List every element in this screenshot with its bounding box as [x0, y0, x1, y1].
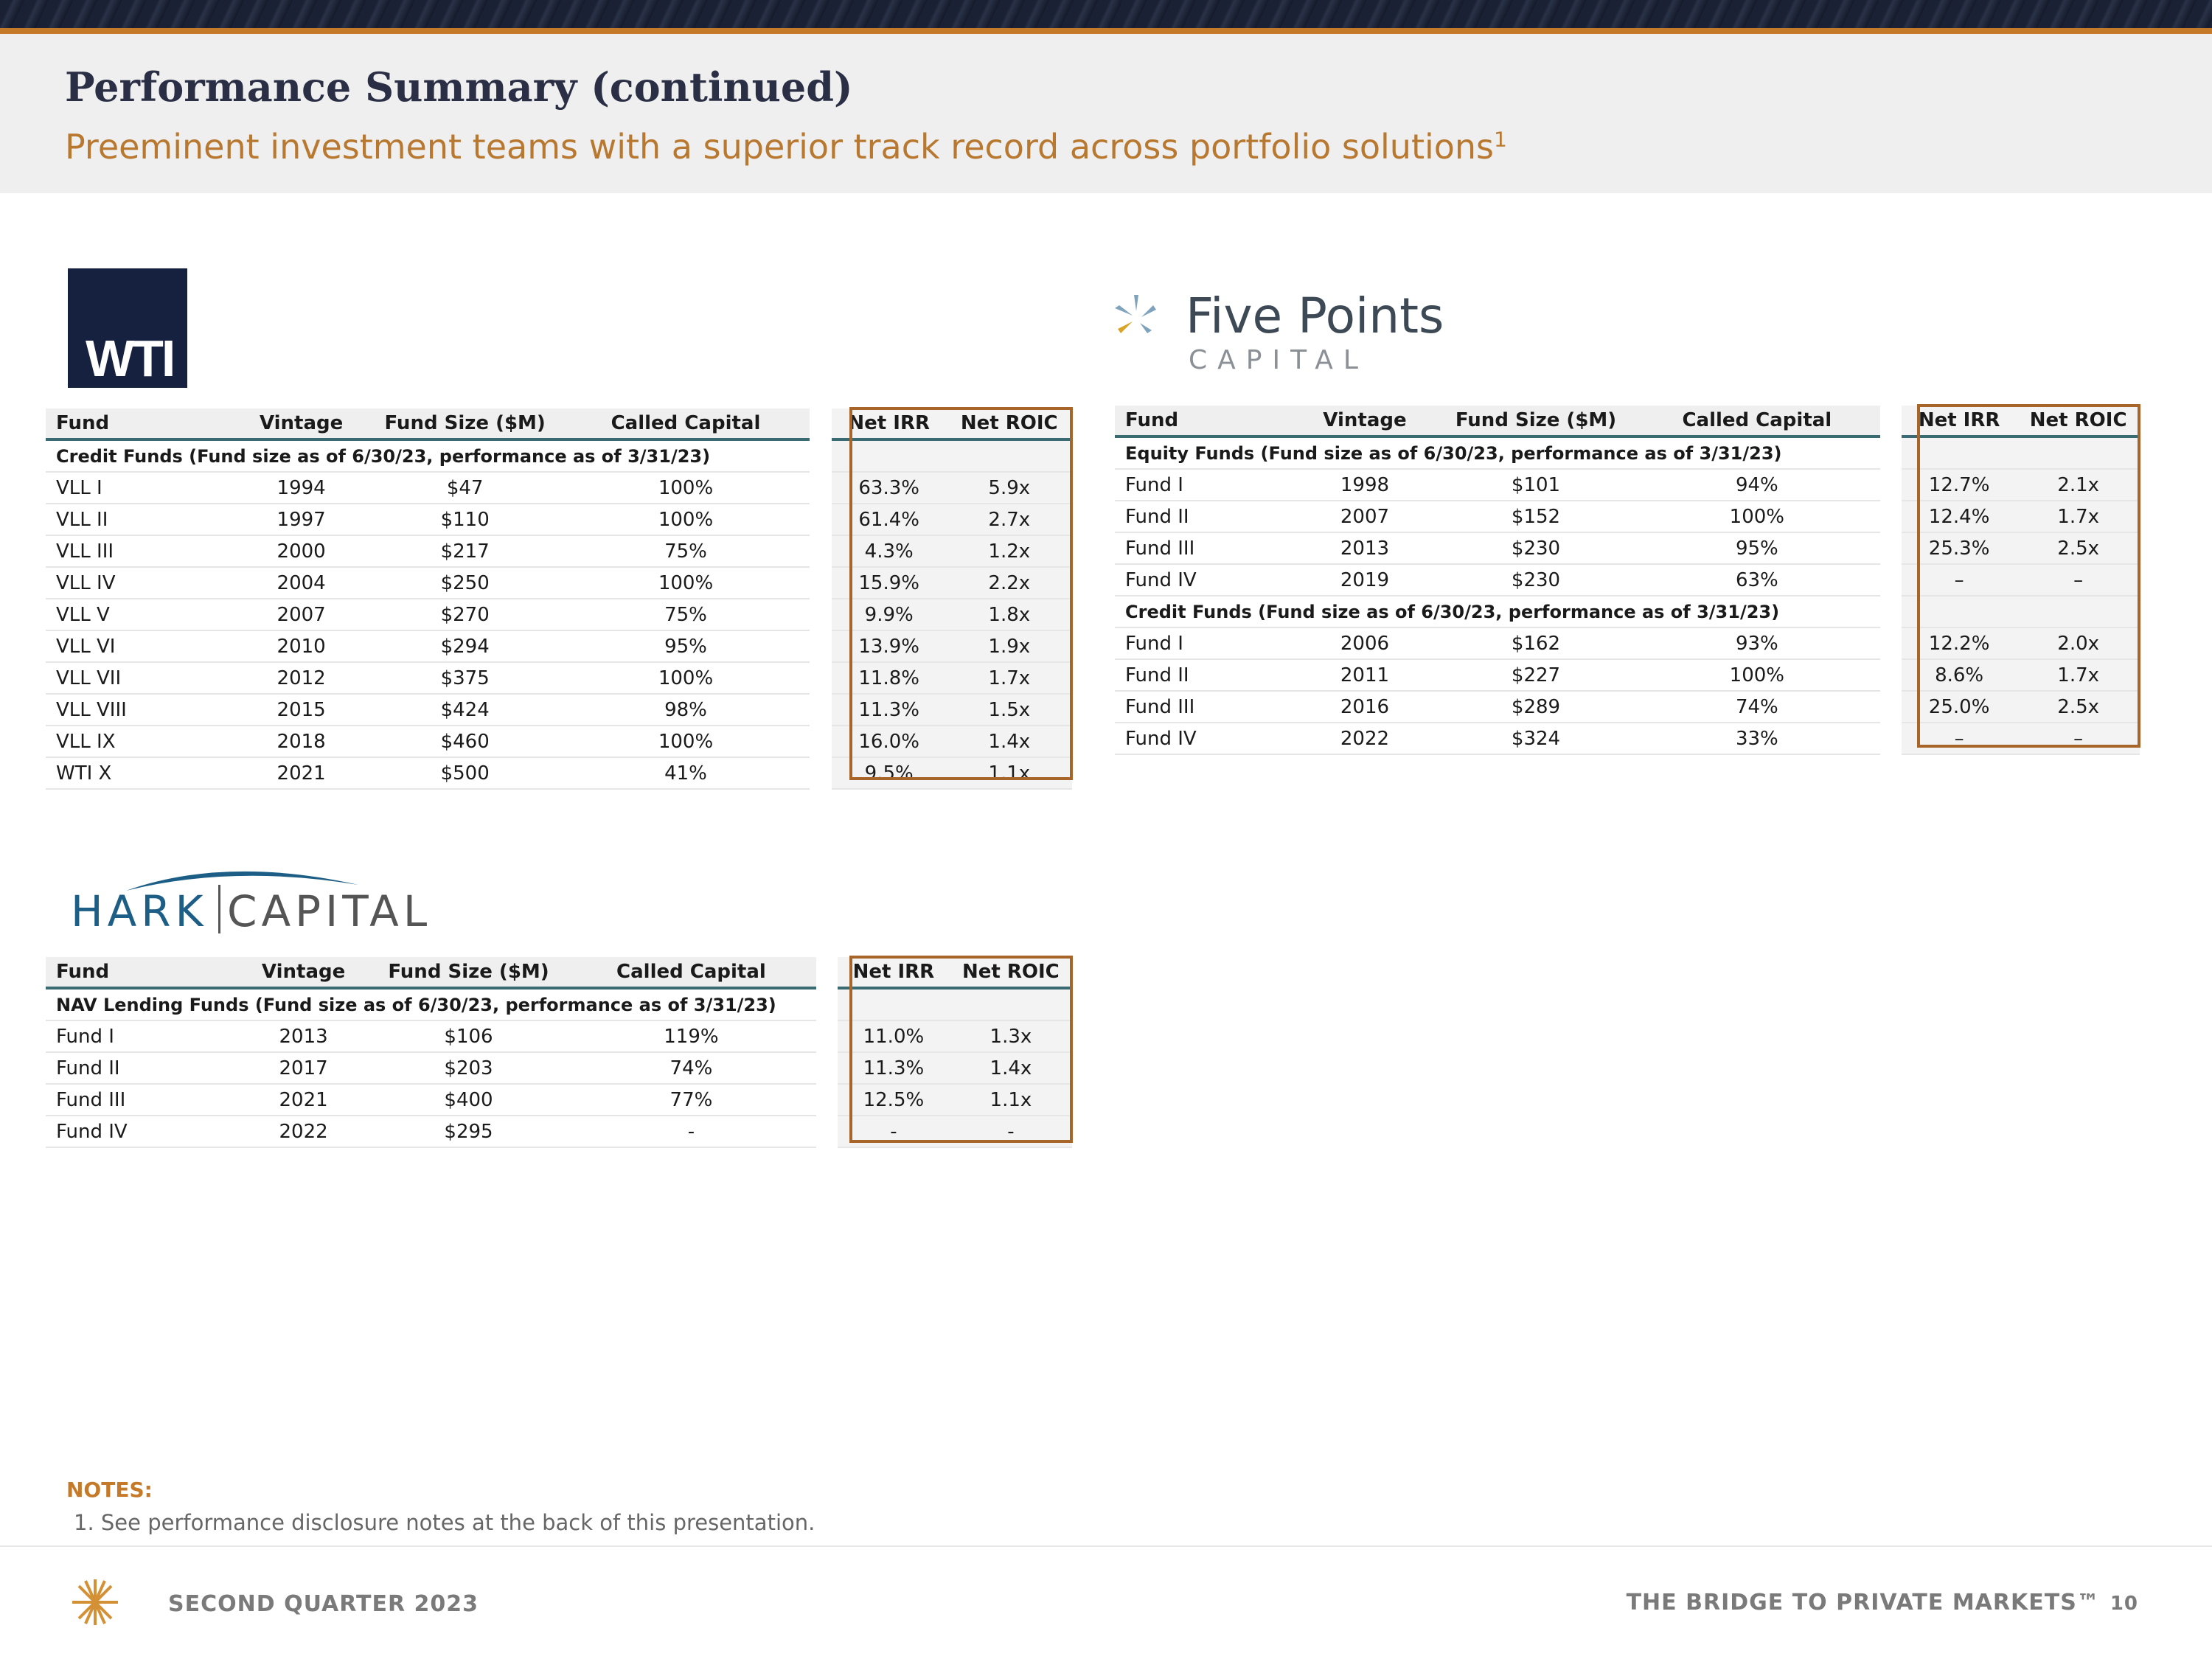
five-points-sub: CAPITAL [1189, 345, 1368, 375]
net-roic-cell: 1.4x [947, 726, 1072, 757]
vintage-cell: 2010 [234, 630, 368, 662]
col-net-irr: Net IRR [832, 408, 947, 439]
net-roic-cell: 1.5x [947, 694, 1072, 726]
net-irr-cell: 11.3% [832, 694, 947, 726]
called-capital-cell: 100% [562, 567, 810, 599]
col-vintage: Vintage [234, 408, 368, 439]
net-roic-cell: 1.9x [947, 630, 1072, 662]
table-row [1115, 532, 2140, 564]
col-net-irr: Net IRR [838, 957, 950, 988]
net-roic-cell: 1.1x [950, 1084, 1072, 1116]
net-irr-cell: 12.4% [1902, 501, 2017, 532]
called-capital-cell: 77% [566, 1084, 816, 1116]
col-vintage: Vintage [236, 957, 371, 988]
vintage-cell: 2022 [1292, 723, 1438, 754]
net-roic-cell: 2.1x [2017, 469, 2140, 501]
fund-name-cell: Fund IV [46, 1116, 236, 1147]
net-roic-cell: 1.3x [950, 1020, 1072, 1052]
hark-divider [218, 885, 220, 933]
net-irr-cell: 25.3% [1902, 532, 2017, 564]
company-emblem-icon [68, 1575, 122, 1630]
table-row [46, 1084, 1072, 1116]
vintage-cell: 2017 [236, 1052, 371, 1084]
fund-size-cell: $500 [368, 757, 562, 789]
fund-size-cell: $230 [1438, 532, 1634, 564]
section-label: NAV Lending Funds (Fund size as of 6/30/23, performance as of 3/31/23) [46, 988, 816, 1020]
fund-size-cell: $106 [371, 1020, 566, 1052]
called-capital-cell: - [566, 1116, 816, 1147]
called-capital-cell: 75% [562, 599, 810, 630]
vintage-cell: 2006 [1292, 627, 1438, 659]
fund-name-cell: VLL VIII [46, 694, 234, 726]
fund-name-cell: Fund IV [1115, 564, 1292, 596]
note-item: 1. See performance disclosure notes at the back of this presentation. [74, 1510, 815, 1535]
net-roic-cell: 2.0x [2017, 627, 2140, 659]
table-row [46, 694, 1072, 726]
table-row [46, 1052, 1072, 1084]
five-points-logo [1107, 288, 1491, 383]
page-title: Performance Summary (continued) [65, 63, 853, 111]
vintage-cell: 1994 [234, 472, 368, 504]
table-row [46, 1020, 1072, 1052]
fund-size-cell: $295 [371, 1116, 566, 1147]
net-roic-cell: 1.1x [947, 757, 1072, 789]
table-row [1115, 564, 2140, 596]
col-fund: Fund [46, 957, 236, 988]
vintage-cell: 2007 [1292, 501, 1438, 532]
called-capital-cell: 94% [1634, 469, 1880, 501]
top-banner [0, 0, 2212, 29]
section-label: Credit Funds (Fund size as of 6/30/23, performance as of 3/31/23) [1115, 596, 1880, 627]
vintage-cell: 2012 [234, 662, 368, 694]
net-irr-cell: 11.8% [832, 662, 947, 694]
fund-name-cell: Fund III [46, 1084, 236, 1116]
table-row [1115, 627, 2140, 659]
fund-name-cell: Fund IV [1115, 723, 1292, 754]
fund-size-cell: $101 [1438, 469, 1634, 501]
fund-name-cell: Fund II [1115, 501, 1292, 532]
section-row [1115, 596, 2140, 627]
net-roic-cell: 2.7x [947, 504, 1072, 535]
fund-size-cell: $250 [368, 567, 562, 599]
called-capital-cell: 98% [562, 694, 810, 726]
table-header-row [1115, 406, 2140, 437]
table-row [46, 757, 1072, 789]
net-irr-cell: 25.0% [1902, 691, 2017, 723]
net-irr-cell: 9.9% [832, 599, 947, 630]
net-irr-cell: 61.4% [832, 504, 947, 535]
table-row [46, 662, 1072, 694]
table-row [46, 535, 1072, 567]
vintage-cell: 2000 [234, 535, 368, 567]
capital-text: CAPITAL [227, 886, 432, 936]
net-irr-cell: – [1902, 564, 2017, 596]
col-called-capital: Called Capital [566, 957, 816, 988]
wti-performance-table [46, 408, 1072, 790]
net-irr-cell: 16.0% [832, 726, 947, 757]
fund-name-cell: Fund III [1115, 532, 1292, 564]
fund-size-cell: $400 [371, 1084, 566, 1116]
fund-size-cell: $152 [1438, 501, 1634, 532]
col-called-capital: Called Capital [562, 408, 810, 439]
net-irr-cell: – [1902, 723, 2017, 754]
fund-size-cell: $47 [368, 472, 562, 504]
table-row [1115, 691, 2140, 723]
called-capital-cell: 41% [562, 757, 810, 789]
called-capital-cell: 95% [1634, 532, 1880, 564]
fund-name-cell: VLL VI [46, 630, 234, 662]
vintage-cell: 2018 [234, 726, 368, 757]
net-roic-cell: – [2017, 723, 2140, 754]
net-roic-cell: 1.8x [947, 599, 1072, 630]
called-capital-cell: 100% [1634, 659, 1880, 691]
fund-name-cell: Fund III [1115, 691, 1292, 723]
table-row [46, 567, 1072, 599]
net-irr-cell: - [838, 1116, 950, 1147]
net-irr-cell: 63.3% [832, 472, 947, 504]
fund-size-cell: $162 [1438, 627, 1634, 659]
fund-name-cell: Fund I [1115, 627, 1292, 659]
net-irr-cell: 13.9% [832, 630, 947, 662]
five-points-star-icon [1107, 291, 1166, 349]
net-roic-cell: 2.2x [947, 567, 1072, 599]
vintage-cell: 2021 [236, 1084, 371, 1116]
col-fund: Fund [46, 408, 234, 439]
section-label: Equity Funds (Fund size as of 6/30/23, performance as of 3/31/23) [1115, 437, 1880, 469]
vintage-cell: 2013 [236, 1020, 371, 1052]
called-capital-cell: 100% [562, 504, 810, 535]
fund-name-cell: VLL VII [46, 662, 234, 694]
page-number: 10 [2110, 1593, 2138, 1615]
net-roic-cell: 1.7x [2017, 659, 2140, 691]
fund-size-cell: $230 [1438, 564, 1634, 596]
fund-name-cell: Fund II [1115, 659, 1292, 691]
vintage-cell: 2007 [234, 599, 368, 630]
hark-performance-table [46, 957, 1072, 1148]
called-capital-cell: 63% [1634, 564, 1880, 596]
vintage-cell: 1998 [1292, 469, 1438, 501]
net-irr-cell: 8.6% [1902, 659, 2017, 691]
footer-quarter: SECOND QUARTER 2023 [168, 1591, 479, 1617]
header-band [0, 34, 2212, 193]
col-net-roic: Net ROIC [2017, 406, 2140, 437]
net-roic-cell: 1.7x [2017, 501, 2140, 532]
fund-name-cell: VLL V [46, 599, 234, 630]
accent-line [0, 28, 2212, 34]
fund-size-cell: $270 [368, 599, 562, 630]
net-roic-cell: 1.4x [950, 1052, 1072, 1084]
footnote-marker: 1 [1494, 127, 1507, 152]
called-capital-cell: 75% [562, 535, 810, 567]
fund-name-cell: Fund I [46, 1020, 236, 1052]
col-fund-size: Fund Size ($M) [368, 408, 562, 439]
fund-size-cell: $227 [1438, 659, 1634, 691]
section-row [46, 988, 1072, 1020]
col-vintage: Vintage [1292, 406, 1438, 437]
col-net-roic: Net ROIC [947, 408, 1072, 439]
five-points-performance-table [1115, 406, 2140, 755]
net-roic-cell: – [2017, 564, 2140, 596]
fund-name-cell: VLL IV [46, 567, 234, 599]
table-row [46, 504, 1072, 535]
table-header-row [46, 957, 1072, 988]
fund-name-cell: VLL IX [46, 726, 234, 757]
net-roic-cell: 2.5x [2017, 691, 2140, 723]
called-capital-cell: 100% [1634, 501, 1880, 532]
net-irr-cell: 11.3% [838, 1052, 950, 1084]
fund-name-cell: VLL III [46, 535, 234, 567]
section-row [1115, 437, 2140, 469]
net-irr-cell: 12.5% [838, 1084, 950, 1116]
vintage-cell: 2021 [234, 757, 368, 789]
fund-name-cell: VLL I [46, 472, 234, 504]
notes-label: NOTES: [66, 1478, 153, 1502]
vintage-cell: 2016 [1292, 691, 1438, 723]
fund-size-cell: $217 [368, 535, 562, 567]
footer-divider [0, 1545, 2212, 1547]
wti-logo [68, 268, 187, 388]
vintage-cell: 2004 [234, 567, 368, 599]
col-fund: Fund [1115, 406, 1292, 437]
col-net-roic: Net ROIC [950, 957, 1072, 988]
called-capital-cell: 119% [566, 1020, 816, 1052]
fund-size-cell: $324 [1438, 723, 1634, 754]
fund-size-cell: $289 [1438, 691, 1634, 723]
fund-size-cell: $424 [368, 694, 562, 726]
called-capital-cell: 33% [1634, 723, 1880, 754]
vintage-cell: 2022 [236, 1116, 371, 1147]
fund-size-cell: $460 [368, 726, 562, 757]
net-roic-cell: - [950, 1116, 1072, 1147]
table-row [46, 630, 1072, 662]
net-roic-cell: 5.9x [947, 472, 1072, 504]
net-roic-cell: 1.2x [947, 535, 1072, 567]
vintage-cell: 2015 [234, 694, 368, 726]
net-irr-cell: 12.7% [1902, 469, 2017, 501]
table-row [46, 1116, 1072, 1147]
vintage-cell: 1997 [234, 504, 368, 535]
net-roic-cell: 2.5x [2017, 532, 2140, 564]
net-irr-cell: 15.9% [832, 567, 947, 599]
col-fund-size: Fund Size ($M) [371, 957, 566, 988]
vintage-cell: 2011 [1292, 659, 1438, 691]
fund-name-cell: VLL II [46, 504, 234, 535]
fund-size-cell: $375 [368, 662, 562, 694]
fund-size-cell: $294 [368, 630, 562, 662]
table-row [46, 472, 1072, 504]
table-row [46, 599, 1072, 630]
called-capital-cell: 93% [1634, 627, 1880, 659]
table-row [1115, 723, 2140, 754]
called-capital-cell: 74% [1634, 691, 1880, 723]
called-capital-cell: 74% [566, 1052, 816, 1084]
col-fund-size: Fund Size ($M) [1438, 406, 1634, 437]
net-irr-cell: 11.0% [838, 1020, 950, 1052]
fund-size-cell: $110 [368, 504, 562, 535]
hark-text: HARK [71, 886, 208, 936]
called-capital-cell: 95% [562, 630, 810, 662]
table-row [1115, 659, 2140, 691]
fund-name-cell: Fund II [46, 1052, 236, 1084]
col-called-capital: Called Capital [1634, 406, 1880, 437]
wti-logo-text: WTI [86, 330, 174, 387]
vintage-cell: 2019 [1292, 564, 1438, 596]
table-row [1115, 469, 2140, 501]
called-capital-cell: 100% [562, 472, 810, 504]
table-row [1115, 501, 2140, 532]
fund-name-cell: Fund I [1115, 469, 1292, 501]
hark-capital-logo [71, 861, 454, 935]
fund-size-cell: $203 [371, 1052, 566, 1084]
net-roic-cell: 1.7x [947, 662, 1072, 694]
table-header-row [46, 408, 1072, 439]
net-irr-cell: 9.5% [832, 757, 947, 789]
net-irr-cell: 4.3% [832, 535, 947, 567]
five-points-name: Five Points [1186, 288, 1444, 344]
section-label: Credit Funds (Fund size as of 6/30/23, performance as of 3/31/23) [46, 439, 810, 472]
footer-tagline: THE BRIDGE TO PRIVATE MARKETS™ 10 [1626, 1590, 2138, 1615]
vintage-cell: 2013 [1292, 532, 1438, 564]
col-net-irr: Net IRR [1902, 406, 2017, 437]
called-capital-cell: 100% [562, 726, 810, 757]
called-capital-cell: 100% [562, 662, 810, 694]
page-subtitle: Preeminent investment teams with a superior track record across portfolio solutions$^1$ [65, 127, 1507, 167]
section-row [46, 439, 1072, 472]
fund-name-cell: WTI X [46, 757, 234, 789]
table-row [46, 726, 1072, 757]
net-irr-cell: 12.2% [1902, 627, 2017, 659]
